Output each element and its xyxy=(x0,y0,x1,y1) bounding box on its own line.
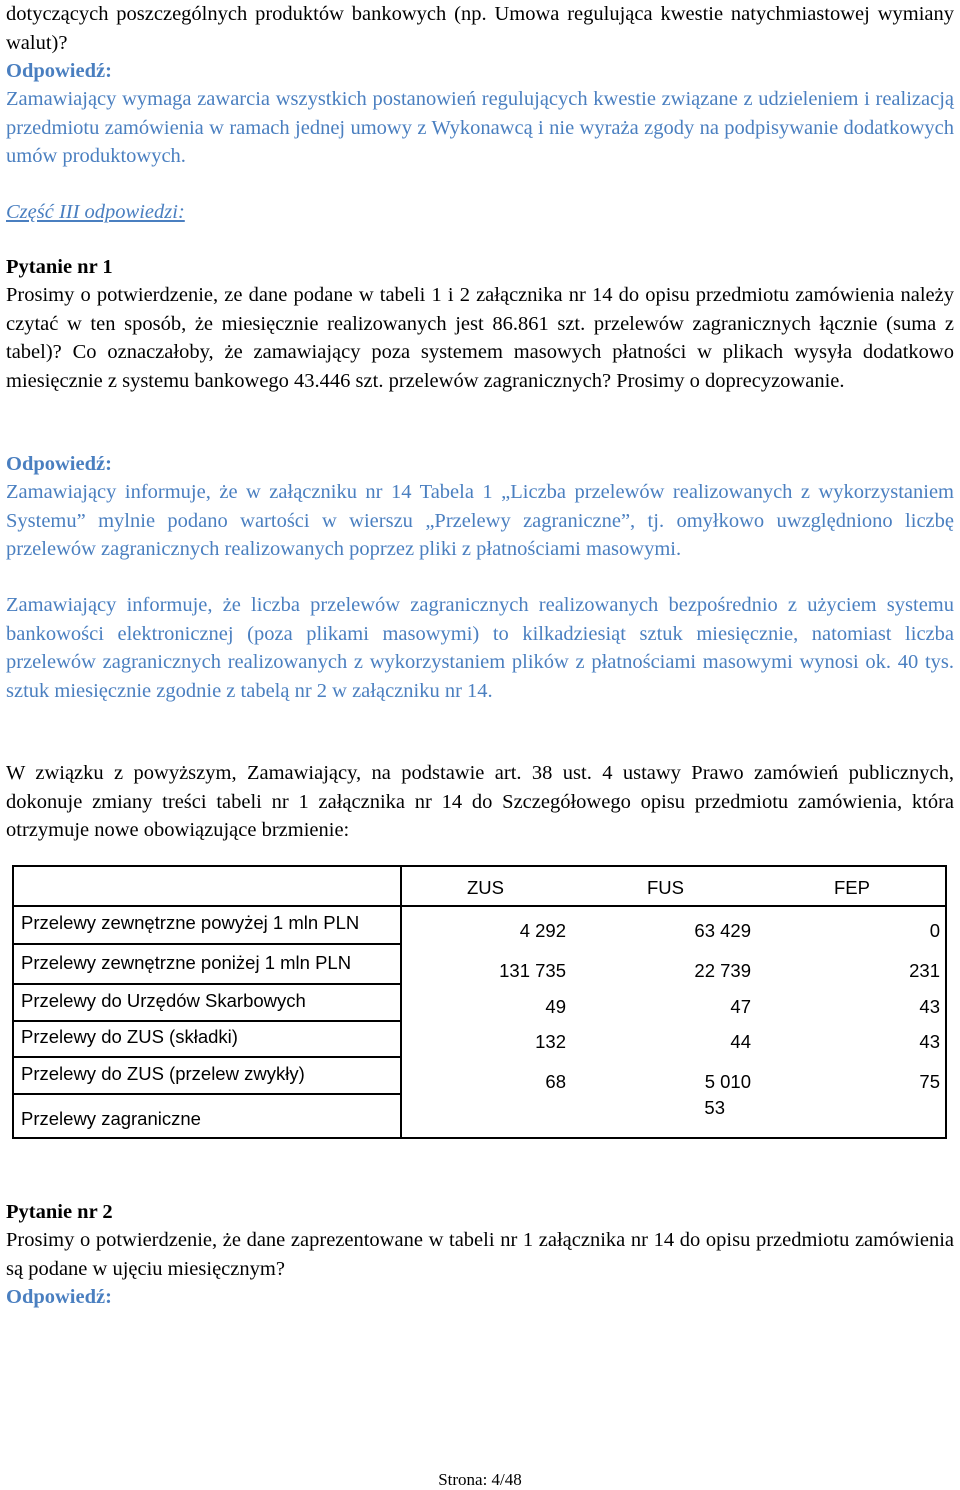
question-1-answer-paragraph-2: Zamawiający informuje, że liczba przelewów zagranicznych realizowanych bezpośrednio z użyciem systemu bankowości elektronicznej (poza plikami masowymi) to kilkadziesiąt sztuk miesięcznie, natomiast liczba przelewów zagranicznych realizowanych z wykorzystaniem plików z płatnościami masowymi wynosi ok. 40 tys. sztuk miesięcznie zgodnie z tabelą nr 2 w załączniku nr 14. xyxy=(6,594,954,702)
table-cell-fep: 43 xyxy=(919,1031,940,1052)
table-row-label: Przelewy do Urzędów Skarbowych xyxy=(21,990,306,1011)
question-1-change-text: W związku z powyższym, Zamawiający, na podstawie art. 38 ust. 4 ustawy Prawo zamówień publicznych, dokonuje zmiany treści tabeli nr 1 załącznika nr 14 do Szczegółowego opisu przedmiotu zamówienia, która otrzymuje nowe obowiązujące brzmienie: xyxy=(6,762,954,841)
table-cell-zus: 132 xyxy=(535,1031,566,1052)
table-row-divider xyxy=(14,1020,400,1022)
table-cell-fus: 44 xyxy=(730,1031,751,1052)
question-tail: dotyczących poszczególnych produktów bankowych (np. Umowa regulująca kwestie natychmiastowej wymiany walut)? xyxy=(6,3,954,54)
table-cell-fep: 0 xyxy=(929,920,940,941)
answer-label-top: Odpowiedź: xyxy=(6,60,112,82)
table-row-divider xyxy=(14,983,400,985)
table-row-label: Przelewy zagraniczne xyxy=(21,1108,201,1129)
question-2-text: Prosimy o potwierdzenie, że dane zaprezentowane w tabeli nr 1 załącznika nr 14 do opisu przedmiotu zamówienia są podane w ujęciu miesięcznym? xyxy=(6,1229,954,1280)
table-cell-zus: 68 xyxy=(545,1071,566,1092)
table-row-label: Przelewy zewnętrzne poniżej 1 mln PLN xyxy=(21,952,352,973)
table-cell-fus: 63 429 xyxy=(694,920,751,941)
question-2-title: Pytanie nr 2 xyxy=(6,1201,113,1223)
section-heading: Część III odpowiedzi: xyxy=(6,201,185,223)
table-cell-fus: 5 010 xyxy=(704,1071,751,1092)
question-2-answer-label: Odpowiedź: xyxy=(6,1286,112,1308)
table-header-fus: FUS xyxy=(647,877,684,898)
page-footer: Strona: 4/48 xyxy=(438,1470,522,1489)
answer-text-top: Zamawiający wymaga zawarcia wszystkich postanowień regulujących kwestie związane z udzieleniem i realizacją przedmiotu zamówienia w ramach jednej umowy z Wykonawcą i nie wyraża zgody na podpisywanie dodatkowych umów produktowych. xyxy=(6,88,954,167)
table-column-divider xyxy=(400,867,402,1137)
table-row-divider xyxy=(14,1056,400,1058)
table-header-divider xyxy=(14,905,945,907)
table-header-fep: FEP xyxy=(834,877,870,898)
table-row-divider xyxy=(14,1093,400,1095)
transfers-table xyxy=(12,865,947,1139)
table-row-divider xyxy=(14,943,400,945)
table-header-zus: ZUS xyxy=(467,877,504,898)
table-cell-fep: 43 xyxy=(919,996,940,1017)
table-cell-zus: 49 xyxy=(545,996,566,1017)
table-cell-zus: 131 735 xyxy=(499,960,566,981)
table-row-label: Przelewy do ZUS (przelew zwykły) xyxy=(21,1063,305,1084)
table-cell-fep: 231 xyxy=(909,960,940,981)
question-1-answer-label: Odpowiedź: xyxy=(6,453,112,475)
table-cell-fep: 75 xyxy=(919,1071,940,1092)
question-1-answer-paragraph-1: Zamawiający informuje, że w załączniku nr 14 Tabela 1 „Liczba przelewów realizowanych z wykorzystaniem Systemu” mylnie podano wartości w wierszu „Przelewy zagraniczne”, tj. omyłkowo uwzględniono liczbę przelewów zagranicznych realizowanych poprzez pliki z płatnościami masowymi. xyxy=(6,481,954,560)
table-row-label: Przelewy do ZUS (składki) xyxy=(21,1026,238,1047)
table-cell-fus: 47 xyxy=(730,996,751,1017)
table-cell-fus: 22 739 xyxy=(694,960,751,981)
question-1-title: Pytanie nr 1 xyxy=(6,256,113,278)
table-cell-zus: 4 292 xyxy=(519,920,566,941)
question-1-text: Prosimy o potwierdzenie, ze dane podane w tabeli 1 i 2 załącznika nr 14 do opisu przedmiotu zamówienia należy czytać w ten sposób, że miesięcznie realizowanych jest 86.861 szt. przelewów zagranicznych łącznie (suma z tabel)? Co oznaczałoby, że zamawiający poza systemem masowych płatności w plikach wysyła dodatkowo miesięcznie z systemu bankowego 43.446 szt. przelewów zagranicznych? Prosimy o doprecyzowanie. xyxy=(6,284,954,392)
table-cell-fus: 53 xyxy=(704,1097,725,1118)
table-row-label: Przelewy zewnętrzne powyżej 1 mln PLN xyxy=(21,912,360,933)
